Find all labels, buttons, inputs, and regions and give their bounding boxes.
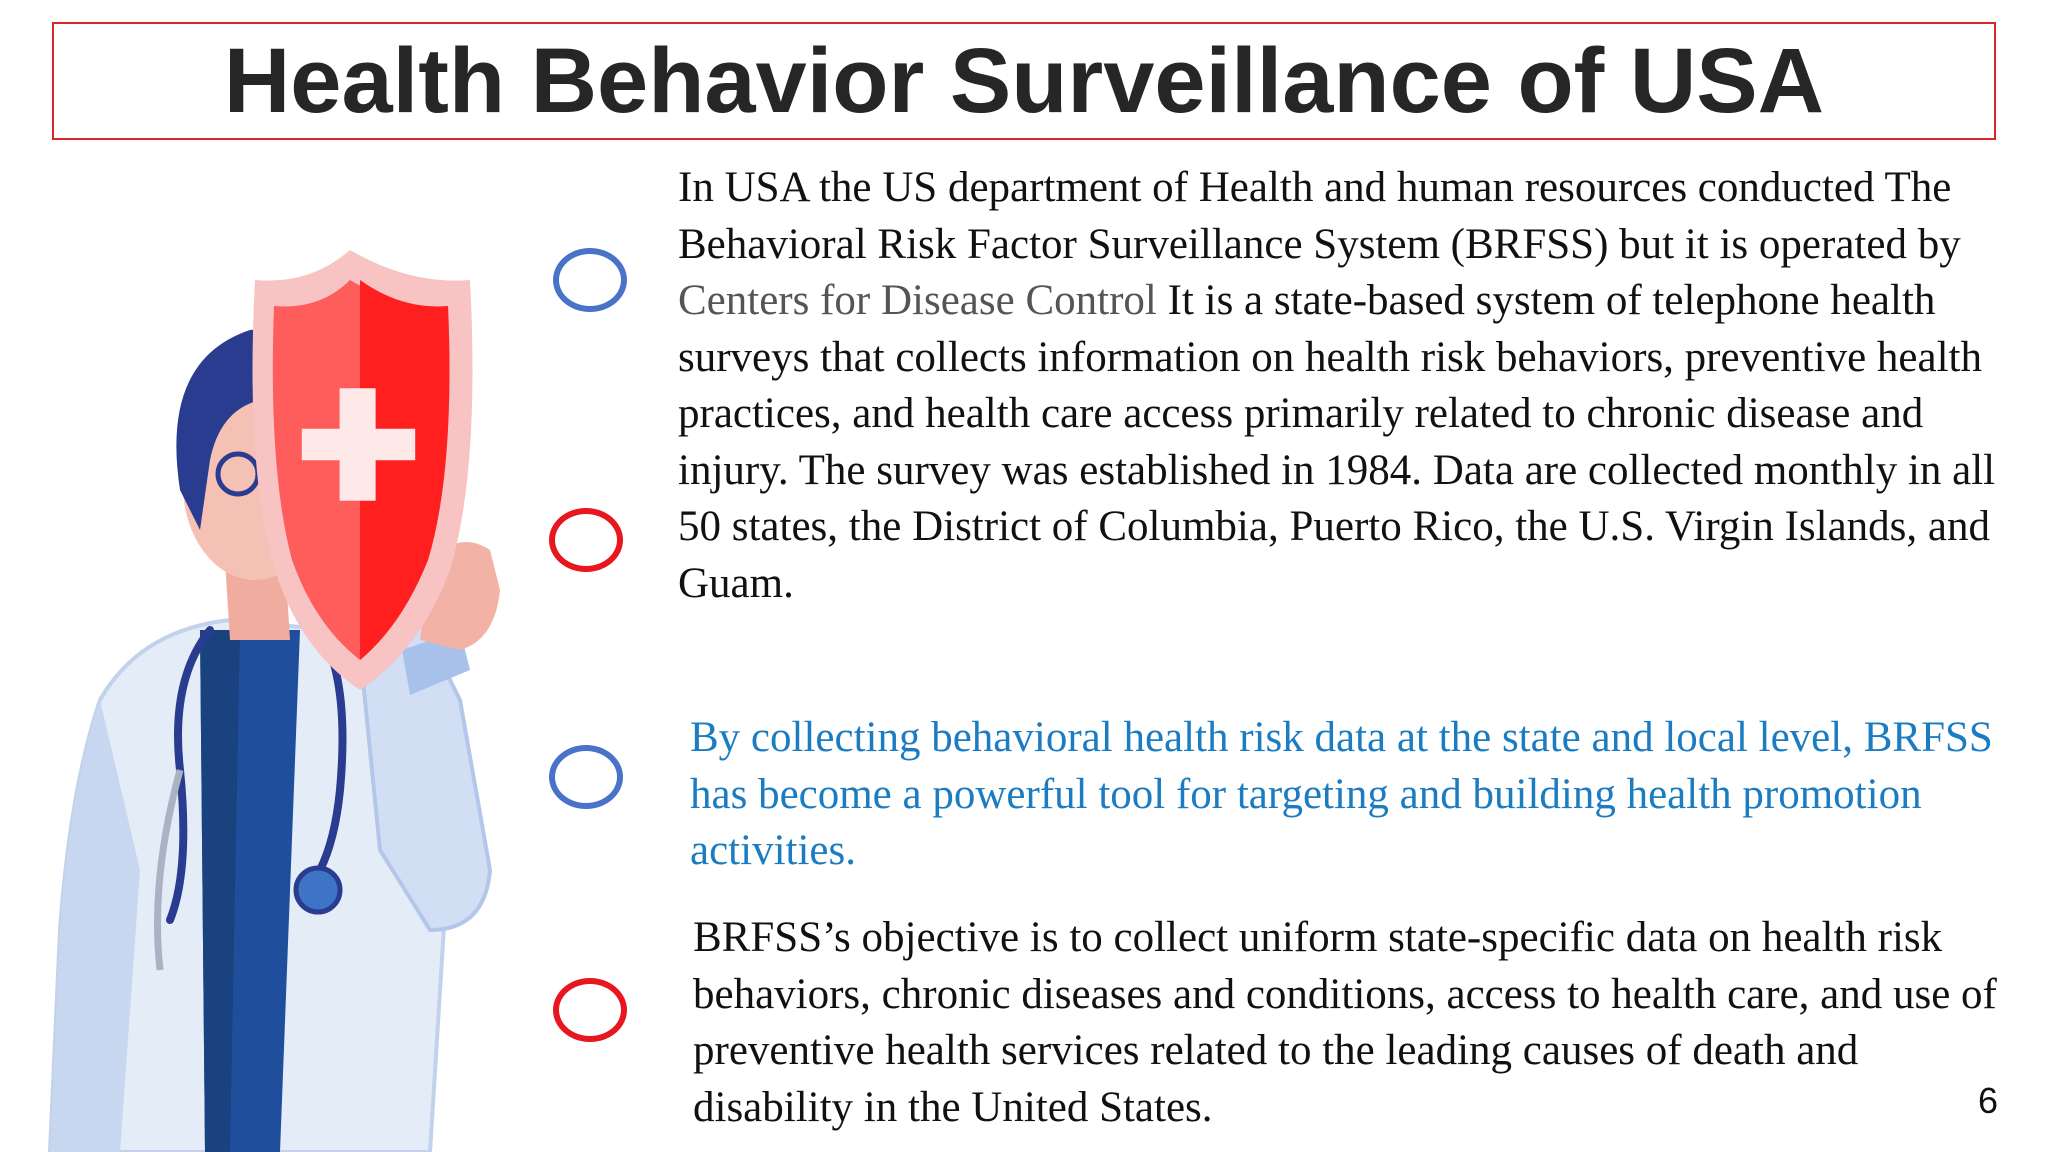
page-number: 6 <box>1978 1080 1999 1121</box>
bullet-circle-red-2 <box>553 978 627 1042</box>
paragraph-brfss-tool: By collecting behavioral health risk data at the state and local level, BRFSS has become a powerful tool for targeting and building health promotion activities. <box>690 714 1993 874</box>
paragraph1-text-after: It is a state-based system of telephone health surveys that collects information on health risk behaviors, preventive health practices, and health care access primarily related to chronic disease and injury. The survey was established in 1984. Data are collected monthly in all 50 states, the District of Columbia, Puerto Rico, the U.S. Virgin Islands, and Guam. <box>678 277 1996 607</box>
paragraph-brfss-objective: BRFSS’s objective is to collect uniform state-specific data on health risk behaviors, chronic diseases and conditions, access to health care, and use of preventive health services related to the leading causes of death and disability in the United States. <box>693 914 1997 1131</box>
cdc-text: Centers for Disease Control <box>678 277 1157 324</box>
paragraph-brfss-description <box>678 160 2008 612</box>
bullet-circle-blue-1 <box>553 248 627 312</box>
bullet-circle-blue-2 <box>549 745 623 809</box>
stethoscope-chest-piece <box>296 868 340 912</box>
slide-title: Health Behavior Surveillance of USA <box>223 30 1825 132</box>
bullet-circle-red-1 <box>549 508 623 572</box>
title-box <box>52 22 1996 140</box>
paragraph1-text-before: In USA the US department of Health and human resources conducted The Behavioral Risk Factor Surveillance System (BRFSS) but it is operated by <box>678 164 1961 268</box>
doctor-illustration <box>30 230 530 1152</box>
